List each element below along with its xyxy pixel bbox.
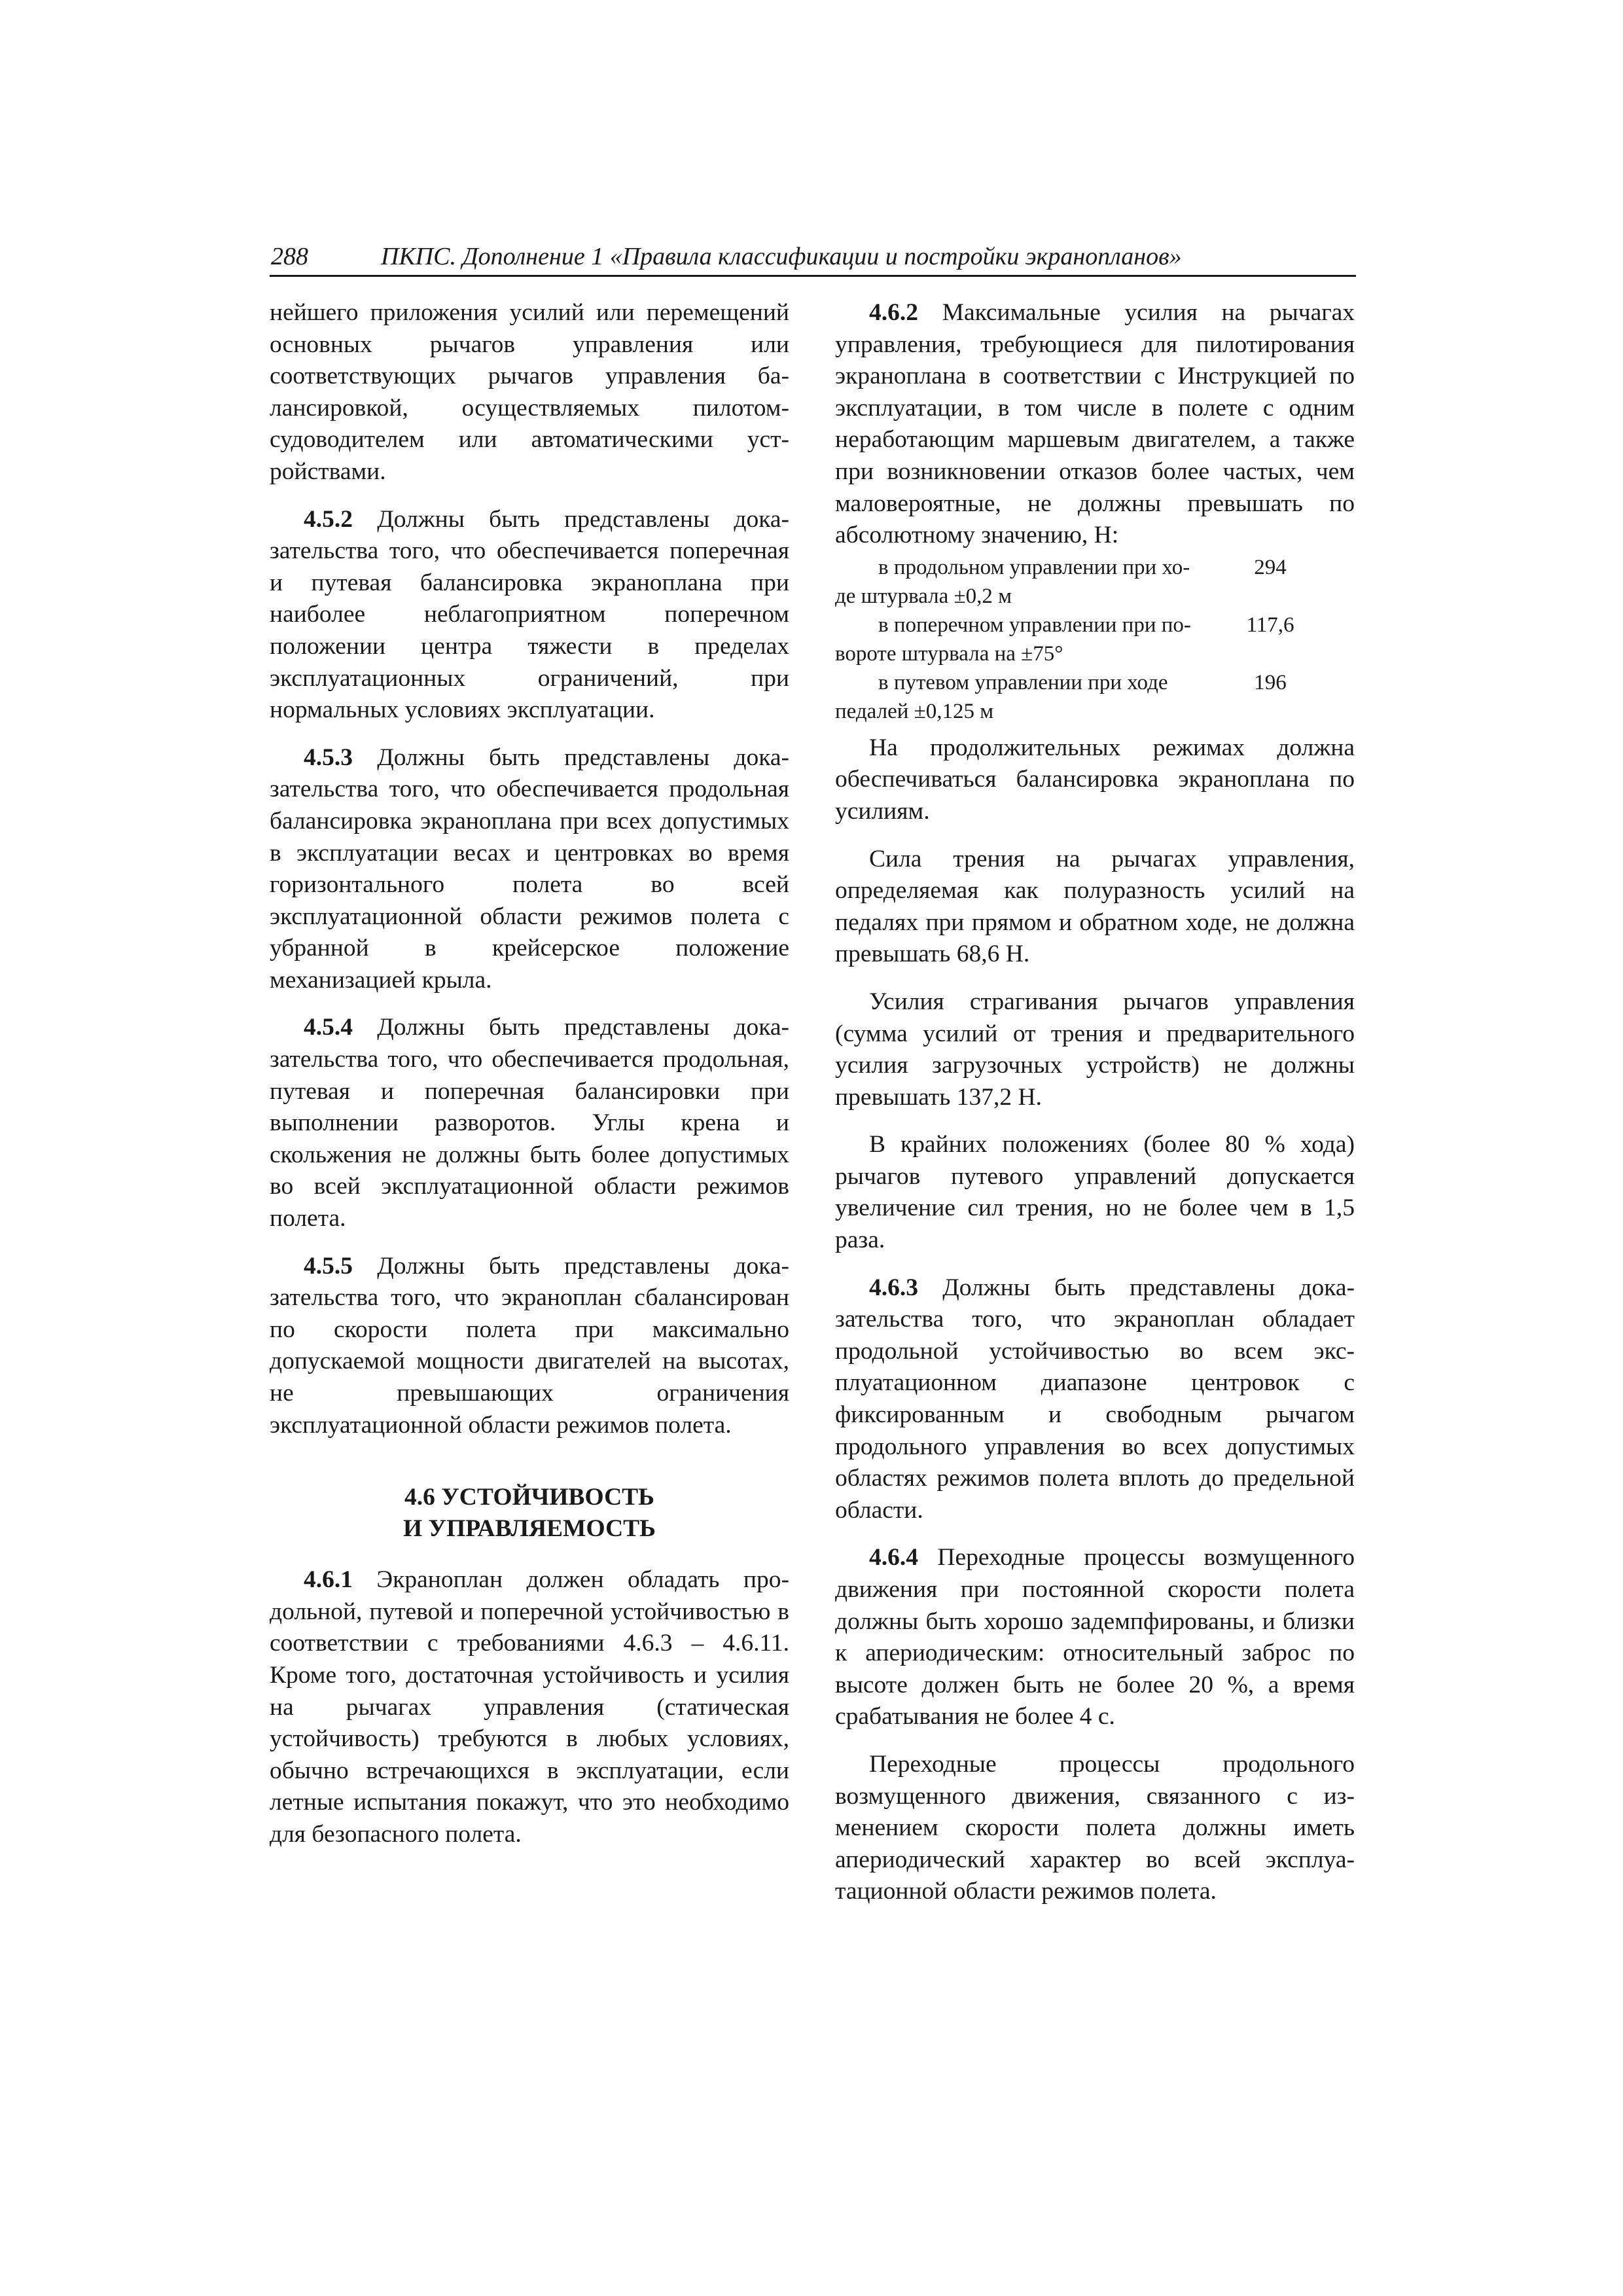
clause-number: 4.5.3	[304, 744, 353, 771]
paragraph-long-modes: На продолжительных режимах должна обеспечиваться балансировка экраноплана по усилиям.	[835, 734, 1355, 825]
right-column	[835, 297, 1355, 1908]
paragraph-breakaway: Усилия страгивания рычагов управления (сумма усилий от трения и предварительного усилия загрузочных устройств) не должны превышать 137,2 Н.	[835, 988, 1355, 1111]
force-limits-list	[835, 553, 1355, 726]
page-header	[270, 241, 1356, 277]
clause-number: 4.6.2	[869, 299, 918, 326]
clause-text: Должны быть представлены доказательства того, что обеспечивается продольная, путевая и поперечная балансировки при выполнении разворотов. Углы крена и скольжения не должны быть более допустимых во всей эксплуатационной области режимов полета.	[270, 1014, 789, 1232]
paragraph-continued: нейшего приложения усилий или перемещений основных рычагов управления или соответствующих рычагов управления балансировкой, осуществляемых пилотом-судоводителем или автоматическими устройствами.	[270, 299, 789, 485]
clause-4-5-2	[270, 504, 789, 726]
left-column	[270, 297, 789, 1851]
force-row-roll	[835, 611, 1355, 668]
running-title: ПКПС. Дополнение 1 «Правила классификации и постройки экранопланов»	[381, 243, 1182, 270]
clause-text: Экраноплан должен обладать продольной, путевой и поперечной устойчивостью в соответствии с требованиями 4.6.3 – 4.6.11. Кроме того, достаточная устойчивость и усилия на рычагах управления (статическая устойчивость) требуются в любых условиях, обычно встречающихся в эксплуатации, если летные испытания покажут, что это необходимо для безопасного полета.	[270, 1566, 789, 1848]
clause-4-6-1	[270, 1564, 789, 1850]
clause-number: 4.6.4	[869, 1544, 918, 1571]
clause-text: Должны быть представлены доказательства того, что обеспечивается поперечная и путевая балансировка экраноплана при наиболее неблагоприятном поперечном положении центра тяжести в пределах эксплуатационных ограничений, при нормальных условиях эксплуатации.	[270, 505, 789, 724]
paragraph-friction: Сила трения на рычагах управления, определяемая как полуразность усилий на педалях при прямом и обратном ходе, не должна превышать 68,6 Н.	[835, 845, 1355, 968]
force-value: 117,6	[1246, 613, 1294, 637]
clause-number: 4.5.2	[304, 505, 353, 533]
clause-text: Переходные процессы возмущенного движения при постоянной скорости полета должны быть хорошо задемпфированы, и близки к апериодическим: относительный заброс по высоте должен быть не более 20 %, а время срабатывания не более 4 с.	[835, 1544, 1355, 1731]
section-heading-line1: 4.6 УСТОЙЧИВОСТЬ	[404, 1484, 654, 1511]
clause-4-6-4	[835, 1542, 1355, 1733]
clause-number: 4.5.4	[304, 1014, 353, 1041]
clause-4-5-3	[270, 742, 789, 997]
force-value: 196	[1254, 670, 1287, 694]
force-value: 294	[1254, 555, 1287, 579]
force-row-yaw	[835, 668, 1355, 726]
clause-number: 4.6.1	[304, 1566, 353, 1594]
paragraph-transient: Переходные процессы продольного возмущенного движения, связанного с изменением скорости полета должны иметь апериодический характер во всей эксплуатационной области режимов полета.	[835, 1750, 1355, 1905]
clause-text: Должны быть представлены доказательства того, что обеспечивается продольная балансировка экраноплана при всех допустимых в эксплуатации весах и центровках во время горизонтального полета во всей эксплуатационной области режимов полета с убранной в крейсерское положение механизацией крыла.	[270, 744, 789, 994]
clause-4-5-4	[270, 1012, 789, 1234]
clause-number: 4.5.5	[304, 1252, 353, 1280]
clause-number: 4.6.3	[869, 1274, 918, 1301]
force-label-line2: де штурвала ±0,2 м	[835, 584, 1012, 608]
force-label-line1: в поперечном управлении при по-	[878, 613, 1191, 637]
force-label-line2: вороте штурвала на ±75°	[835, 641, 1063, 666]
force-label-line1: в продольном управлении при хо-	[878, 555, 1190, 579]
clause-text: Должны быть представлены доказательства того, что экраноплан сбалансирован по скорости полета при максимально допускаемой мощности двигателей на высотах, не превышающих ограничения эксплуатационной области режимов полета.	[270, 1252, 789, 1439]
force-label-line2: педалей ±0,125 м	[835, 699, 994, 723]
force-label-line1: в путевом управлении при ходе	[878, 670, 1168, 694]
section-heading	[270, 1482, 789, 1545]
clause-4-6-2	[835, 297, 1355, 552]
section-heading-line2: И УПРАВЛЯЕМОСТЬ	[403, 1515, 656, 1543]
clause-text: Должны быть представлены доказательства того, что экраноплан обладает продольной устойчивостью во всем эксплуатационном диапазоне центровок с фиксированным и свободным рычагом продольного управления во всех допустимых областях режимов полета вплоть до предельной области.	[835, 1274, 1355, 1524]
clause-4-5-5	[270, 1251, 789, 1442]
page-number: 288	[271, 243, 308, 270]
clause-text: Максимальные усилия на рычагах управления, требующиеся для пилотирования экраноплана в соответствии с Инструкцией по эксплуатации, в том числе в полете с одним неработающим маршевым двигателем, а также при возникновении отказов более частых, чем маловероятные, не должны превышать по абсолютному значению, Н:	[835, 299, 1355, 549]
clause-4-6-3	[835, 1272, 1355, 1527]
paragraph-extreme-positions: В крайних положениях (более 80 % хода) рычагов путевого управлений допускается увеличение сил трения, но не более чем в 1,5 раза.	[835, 1131, 1355, 1254]
force-row-pitch	[835, 553, 1355, 611]
